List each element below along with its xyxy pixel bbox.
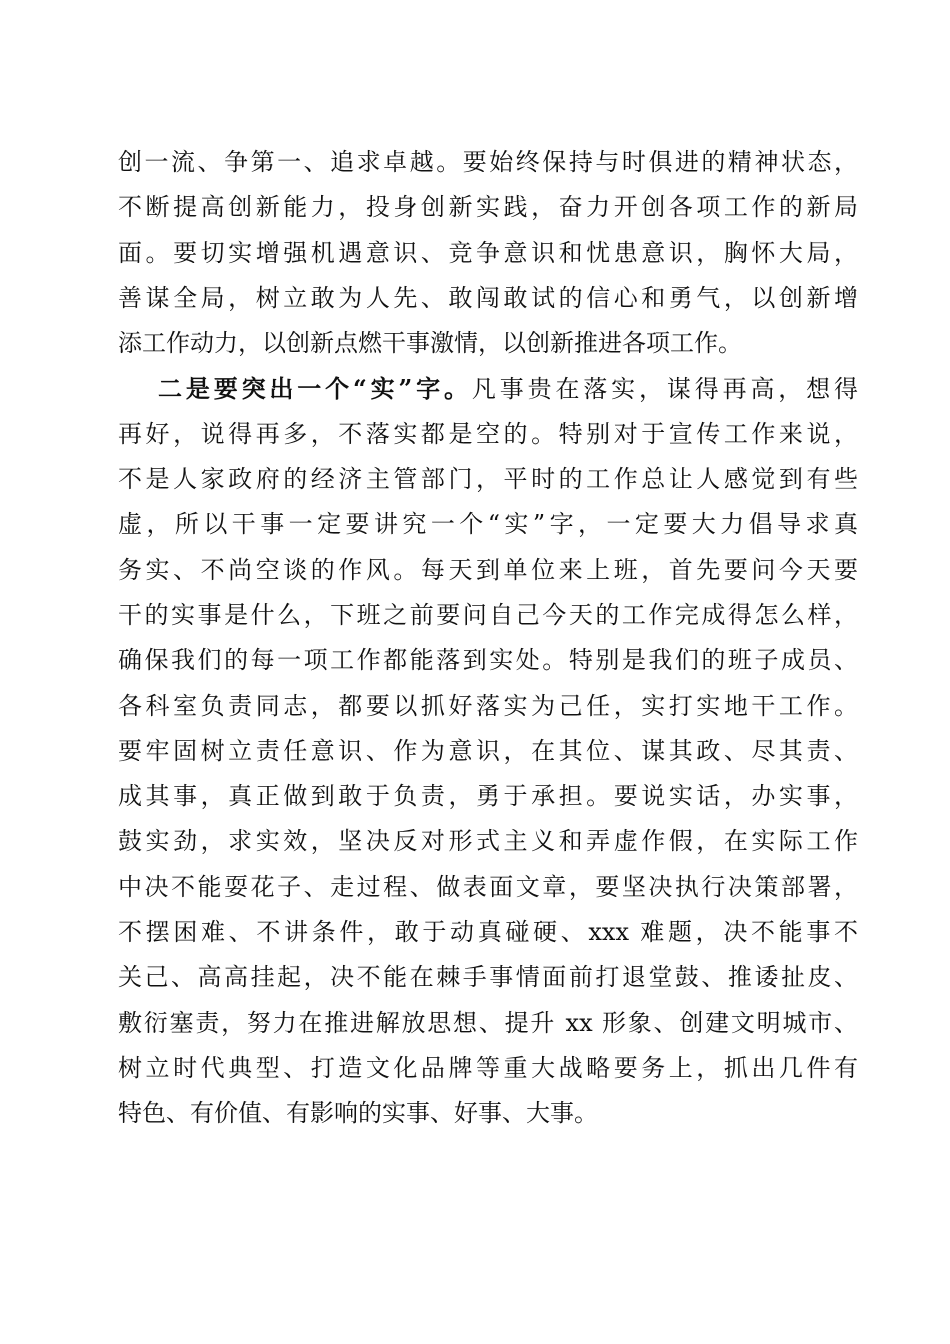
body-text [118, 140, 858, 1137]
paragraph-1-line-1: 创一流、争第一、追求卓越。要始终保持与时俱进的精神状态， [118, 148, 858, 176]
paragraph-2-line-8: 各科室负责同志，都要以抓好落实为己任，实打实地干工作。 [118, 691, 858, 720]
paragraph-2-line-11: 鼓实劲，求实效，坚决反对形式主义和弄虚作假，在实际工作 [118, 827, 858, 856]
paragraph-2-line-15: 敷衍塞责，努力在推进解放思想、提升 xx 形象、创建文明城市、 [118, 1008, 858, 1037]
paragraph-2-line-7: 确保我们的每一项工作都能落到实处。特别是我们的班子成员、 [118, 646, 858, 675]
paragraph-2-line-14: 关己、高高挂起，决不能在棘手事情面前打退堂鼓、推诿扯皮、 [118, 963, 858, 992]
paragraph-2-line-17: 特色、有价值、有影响的实事、好事、大事。 [118, 1099, 598, 1128]
paragraph-2-line-13: 不摆困难、不讲条件，敢于动真碰硬、xxx 难题，决不能事不 [118, 918, 858, 947]
paragraph-1-line-3: 面。要切实增强机遇意识、竞争意识和忧患意识，胸怀大局， [118, 238, 858, 267]
paragraph-2-first-line-rest: 凡事贵在落实，谋得再高，想得 [471, 375, 858, 404]
paragraph-2-line-16: 树立时代典型、打造文化品牌等重大战略要务上，抓出几件有 [118, 1053, 858, 1082]
paragraph-2-line-12: 中决不能耍花子、走过程、做表面文章，要坚决执行决策部署， [118, 872, 858, 901]
paragraph-1-line-4: 善谋全局，树立敢为人先、敢闯敢试的信心和勇气，以创新增 [118, 283, 858, 312]
paragraph-2-line-1 [118, 366, 858, 411]
paragraph-2-line-4: 虚，所以干事一定要讲究一个“实”字，一定要大力倡导求真 [118, 510, 858, 539]
paragraph-2-line-2: 再好，说得再多，不落实都是空的。特别对于宣传工作来说， [118, 419, 858, 448]
paragraph-2-line-10: 成其事，真正做到敢于负责，勇于承担。要说实话，办实事， [118, 782, 858, 811]
paragraph-2-line-6: 干的实事是什么，下班之前要问自己今天的工作完成得怎么样， [118, 600, 858, 629]
paragraph-1-line-2: 不断提高创新能力，投身创新实践，奋力开创各项工作的新局 [118, 193, 858, 222]
paragraph-1-line-5: 添工作动力，以创新点燃干事激情，以创新推进各项工作。 [118, 329, 742, 358]
paragraph-2-line-5: 务实、不尚空谈的作风。每天到单位来上班，首先要问今天要 [118, 555, 858, 584]
paragraph-2-line-3: 不是人家政府的经济主管部门，平时的工作总让人感觉到有些 [118, 465, 858, 494]
paragraph-2-heading: 二是要突出一个“实”字。 [158, 374, 472, 404]
paragraph-2-line-9: 要牢固树立责任意识、作为意识，在其位、谋其政、尽其责、 [118, 736, 858, 765]
